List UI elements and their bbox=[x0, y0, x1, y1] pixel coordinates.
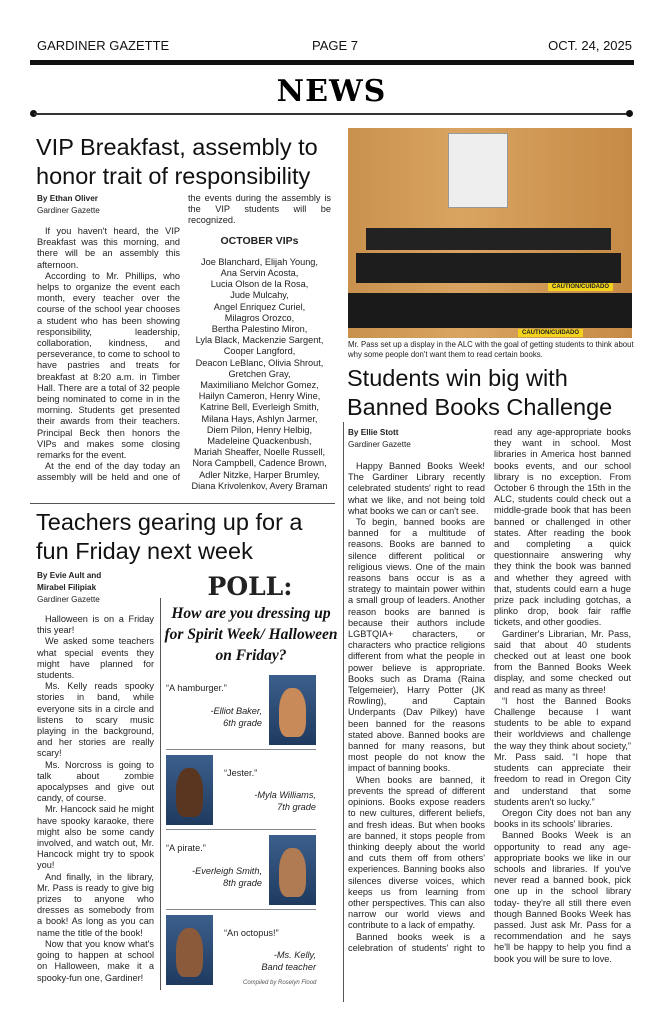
poll-response bbox=[166, 833, 316, 911]
column-divider bbox=[343, 422, 344, 1002]
portrait-photo bbox=[269, 835, 316, 905]
paragraph: Banned Books Week is an opportunity to read any age-appropriate books we like in our schools and libraries. If you've never read a banned book, pick one up in the school library today- they're all still there even though Banned Books Week has passed. Just ask Mr. Pass for a recommendation and he says he'll be happy to help you find a book you will be sure to love. bbox=[494, 830, 631, 964]
poll-attribution bbox=[254, 789, 316, 813]
vip-name-line: Katrine Bell, Everleigh Smith, bbox=[200, 402, 319, 413]
vip-name-line: Gretchen Gray, bbox=[228, 368, 291, 379]
vip-byline bbox=[37, 193, 180, 217]
vip-name-line: Deacon LeBlanc, Olivia Shrout, bbox=[195, 357, 324, 368]
page-number: PAGE 7 bbox=[312, 38, 359, 53]
article-divider bbox=[30, 503, 335, 504]
rule-end-dot bbox=[626, 110, 633, 117]
outlet: Gardiner Gazette bbox=[348, 440, 411, 449]
portrait-photo bbox=[166, 755, 213, 825]
vip-list-title: OCTOBER VIPs bbox=[220, 234, 299, 247]
poll-divider bbox=[166, 909, 316, 910]
paragraph: According to Mr. Phillips, who helps to organize the event each month, every teacher over the course of the school year chooses a student who has been showing responsibility, leadership, collaboration, kindness, and perseverance, to come to school to have pastries and treats for breakfast at 8:20 a.m. in Timber Hall. There are a total of 32 people being nominated to come in in the morning. Students get presented their awards from their teachers. Principal Beck then honors the VIPs and makes some closing remarks for the event. bbox=[37, 270, 180, 461]
vip-name-line: Diana Krivolenkov, Avery Braman bbox=[191, 480, 328, 491]
section-rule bbox=[34, 113, 630, 115]
paragraph: We asked some teachers what special events they might have planned for students. bbox=[37, 636, 154, 681]
photo-caption: Mr. Pass set up a display in the ALC with the goal of getting students to think about why some people don't want them to read certain books. bbox=[348, 340, 634, 359]
teachers-byline bbox=[37, 570, 157, 606]
paragraph: “I host the Banned Books Challenge because I want students to be able to expand their worldviews and challenge the way they think about society,” Mr. Pass said. “I hope that students can appreciate their freedom to read in Oregon City and understand that some students aren't so lucky.” bbox=[494, 695, 631, 807]
poll-attribution bbox=[261, 949, 316, 973]
book-row bbox=[356, 253, 621, 283]
poll-response bbox=[166, 753, 316, 831]
poll-attribution bbox=[192, 865, 262, 889]
banned-body bbox=[348, 427, 631, 965]
paragraph: Banned books week is a celebration of students' right to read any age-appropriate books they want in school. Most libraries in America host banned books events, and our school library is no exception. From October 6 through the 15th in the ALC, students could check out a middle-grade book that has been banned or challenged in other states. After reading the book and completing a quick questionnaire answering why they think the book was banned and whether they agreed with that, students could earn a huge prize pack including gotchas, a plinko drop, book fair raffle tickets, and other goodies. bbox=[348, 427, 631, 953]
vip-name-line: Ana Servin Acosta, bbox=[220, 268, 299, 279]
poll-divider bbox=[166, 829, 316, 830]
paper-name: GARDINER GAZETTE bbox=[37, 38, 170, 53]
vip-name-line: Angel Enriquez Curiel, bbox=[213, 301, 306, 312]
portrait-photo bbox=[166, 915, 213, 985]
respondent-name: -Myla Williams, bbox=[254, 790, 316, 800]
vip-name-line: Joe Blanchard, Elijah Young, bbox=[201, 256, 318, 267]
paragraph: If you haven't heard, the VIP Breakfast was this morning, and there will be an assembly this afternoon. bbox=[37, 226, 180, 270]
sign bbox=[448, 133, 508, 208]
vip-name-line: Jude Mulcahy, bbox=[230, 290, 289, 301]
teachers-body bbox=[37, 614, 154, 984]
caution-tape: CAUTION/CUIDADO bbox=[518, 329, 583, 337]
respondent-role: Band teacher bbox=[261, 962, 316, 972]
respondent-role: 6th grade bbox=[223, 718, 262, 728]
vip-name-line: Mariah Sheaffer, Noelle Russell, bbox=[193, 447, 326, 458]
paragraph: Gardiner's Librarian, Mr. Pass, said that about 40 students checked out at least one book from the Banned Books Week display, and some checked out and read as many as three! bbox=[494, 628, 631, 695]
paragraph: To begin, banned books are banned for a multitude of reasons. Books are banned to silence different political or religious views. One of the main reasons bans occur is as a strategy to maintain power within a small group of leaders. Another reason books are banned is because their authors include LGBTQIA+ characters, or characters who practice religions different from what the people in power believe is appropriate. Books such as Drama (Raina Telgemeier), Harry Potter (JK Rowling), and Captain Underpants (Dav Pilkey) have been banned for the reasons stated above. Banned books are banned for many reasons, but most people do not know the impact of banning books. bbox=[348, 517, 485, 774]
vip-name-line: Milagros Orozco, bbox=[224, 312, 295, 323]
banned-books-photo bbox=[348, 128, 632, 338]
vip-name-line: Maximiliano Melchor Gomez, bbox=[200, 380, 319, 391]
author: By Ellie Stott bbox=[348, 428, 399, 437]
respondent-name: -Everleigh Smith, bbox=[192, 866, 262, 876]
outlet: Gardiner Gazette bbox=[37, 206, 100, 215]
paragraph: Oregon City does not ban any books in its schools' libraries. bbox=[494, 807, 631, 830]
vip-name-line: Lucia Olson de la Rosa, bbox=[210, 279, 309, 290]
vip-name-list bbox=[188, 257, 331, 492]
issue-date: OCT. 24, 2025 bbox=[548, 38, 632, 53]
vip-name-line: Diem Pilon, Henry Helbig, bbox=[206, 424, 313, 435]
paragraph: Now that you know what's going to happen at school on Halloween, make it a spooky-fun one, Gardiner! bbox=[37, 938, 154, 983]
paragraph: Ms. Kelly reads spooky stories in band, while everyone sits in a circle and listens to scary music playing in the background, and her stories are really scary! bbox=[37, 681, 154, 759]
author: By Ethan Oliver bbox=[37, 194, 98, 203]
vip-name-line: Madeleine Quackenbush, bbox=[207, 436, 312, 447]
poll-title: POLL: bbox=[207, 572, 293, 601]
respondent-role: 8th grade bbox=[223, 878, 262, 888]
author: By Evie Ault and bbox=[37, 571, 102, 580]
poll-credit: Compiled by Roselyn Flood bbox=[243, 980, 317, 986]
portrait-photo bbox=[269, 675, 316, 745]
vip-name-line: Cooper Langford, bbox=[223, 346, 296, 357]
poll-quote: “An octopus!” bbox=[224, 928, 279, 938]
poll-response bbox=[166, 673, 316, 751]
respondent-name: -Elliot Baker, bbox=[210, 706, 262, 716]
respondent-role: 7th grade bbox=[277, 802, 316, 812]
header-rule bbox=[30, 60, 634, 65]
vip-name-line: Milana Hays, Ashlyn Jarmer, bbox=[201, 413, 318, 424]
book-row bbox=[348, 293, 632, 328]
paragraph: Mr. Hancock said he might have spooky karaoke, there might also be some candy involved, and watch out, Mr. Hancock might try to spook you! bbox=[37, 804, 154, 871]
vip-name-line: Hailyn Cameron, Henry Wine, bbox=[198, 391, 321, 402]
respondent-name: -Ms. Kelly, bbox=[273, 950, 316, 960]
vip-name-line: Nora Campbell, Cadence Brown, bbox=[192, 458, 327, 469]
poll-quote: “A hamburger.” bbox=[166, 683, 227, 693]
section-title: NEWS bbox=[276, 74, 387, 109]
banned-headline: Students win big with Banned Books Challenge bbox=[347, 365, 613, 420]
column-divider bbox=[160, 598, 161, 990]
book-row bbox=[366, 228, 611, 250]
vip-headline: VIP Breakfast, assembly to honor trait of responsibility bbox=[36, 134, 318, 189]
poll-question: How are you dressing up for Spirit Week/ Halloween on Friday? bbox=[164, 605, 338, 664]
vip-name-line: Lyla Black, Mackenzie Sargent, bbox=[195, 335, 324, 346]
poll-attribution bbox=[210, 705, 262, 729]
banned-byline bbox=[348, 427, 485, 451]
paragraph: Happy Banned Books Week! The Gardiner Library recently celebrated students' right to read what we like, and not being told what books we can or can't see. bbox=[348, 461, 485, 516]
vip-body bbox=[37, 193, 331, 492]
vip-name-line: Bertha Palestino Miron, bbox=[211, 324, 308, 335]
poll-responses bbox=[166, 673, 316, 993]
vip-name-line: Adler Nitzke, Harper Brumley, bbox=[199, 469, 320, 480]
paragraph: And finally, in the library, Mr. Pass is ready to give big prizes to anyone who dresses as somebody from a book! As long as you can name the title of the book! bbox=[37, 871, 154, 938]
poll-divider bbox=[166, 749, 316, 750]
paragraph: When books are banned, it prevents the spread of different opinions. Books expose readers to new cultures, different beliefs, and fresh ideas. But when books are banned, it stops people from thinking deeply about the world and cuts them off from others' experiences. Banning books also silences diverse voices, which keeps us from learning from other perspectives. This can also narrow our world views and contribute to a lack of empathy. bbox=[348, 774, 485, 931]
caution-tape: CAUTION/CUIDADO bbox=[548, 283, 613, 291]
poll-quote: “A pirate.” bbox=[166, 843, 206, 853]
author: Mirabel Filipiak bbox=[37, 583, 97, 592]
poll-quote: “Jester.” bbox=[224, 768, 258, 778]
paragraph: Ms. Norcross is going to talk about zombie apocalypses and give out candy, of course. bbox=[37, 759, 154, 804]
outlet: Gardiner Gazette bbox=[37, 595, 100, 604]
paragraph: At the end of the day today an assembly will be held and one of the events during the assembly is the VIP students will be recognized. bbox=[37, 193, 331, 483]
paragraph: Halloween is on a Friday this year! bbox=[37, 614, 154, 636]
teachers-headline: Teachers gearing up for a fun Friday next week bbox=[36, 509, 303, 564]
